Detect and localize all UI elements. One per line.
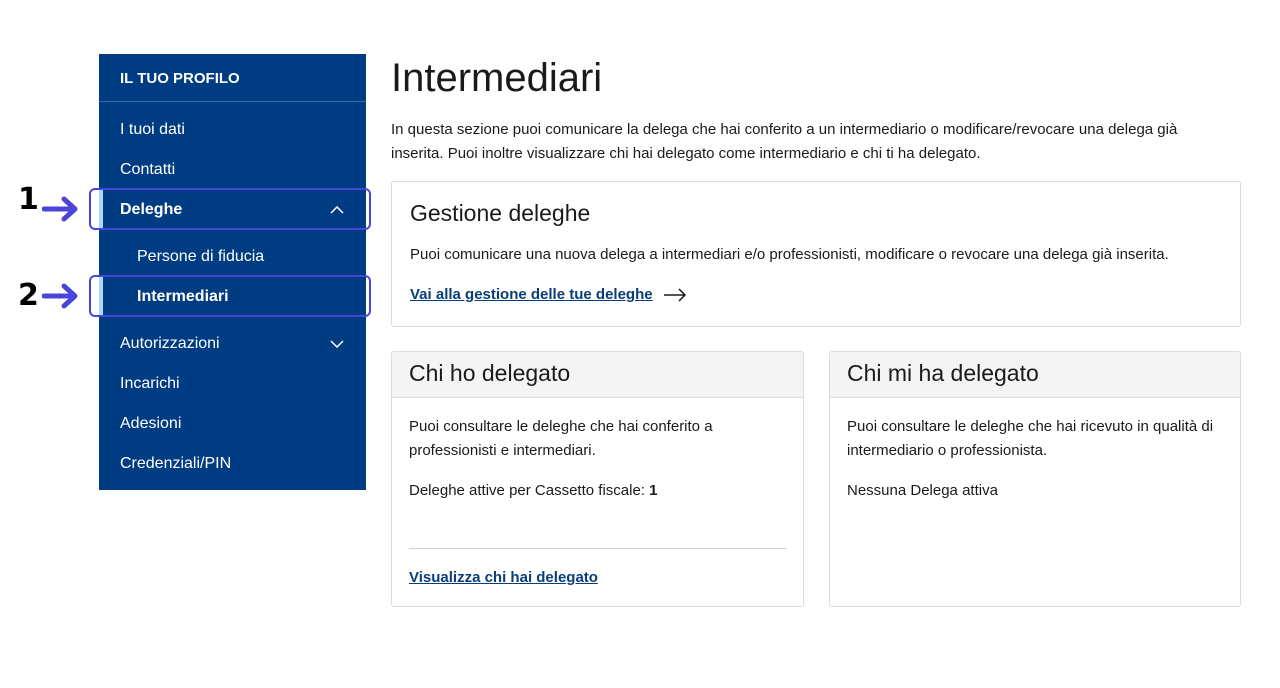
deleghe-count [409, 479, 786, 503]
vai-gestione-link[interactable]: Vai alla gestione delle tue deleghe [410, 286, 653, 303]
card-header [830, 352, 1240, 398]
highlight-box-deleghe [89, 188, 371, 230]
sidebar-item-i-tuoi-dati[interactable] [99, 110, 366, 150]
sidebar-item-label: Incarichi [120, 375, 180, 392]
visualizza-chi-hai-delegato-link[interactable]: Visualizza chi hai delegato [409, 569, 598, 586]
sidebar-item-label: I tuoi dati [120, 121, 185, 138]
sidebar-item-label: Intermediari [137, 288, 229, 305]
card-text: Puoi consultare le deleghe che hai conferito a professionisti e intermediari. [409, 418, 713, 459]
intro-text: In questa sezione puoi comunicare la delega che hai conferito a un intermediario o modificare/revocare una delega già inserita. Puoi inoltre visualizzare chi hai delegato come intermediario e chi ti ha delegato. [391, 121, 1178, 162]
sidebar-item-label: Autorizzazioni [120, 335, 220, 352]
sidebar-header: IL TUO PROFILO [99, 54, 366, 102]
card-body [392, 398, 803, 503]
chi-ho-delegato-card [391, 351, 804, 607]
card-title: Chi ho delegato [409, 360, 571, 386]
arrow-right-icon [663, 288, 687, 302]
sidebar-item-label: Adesioni [120, 415, 182, 432]
arrow-right-icon [42, 283, 80, 309]
highlight-box-intermediari [89, 275, 371, 317]
sidebar-item-credenziali-pin[interactable] [99, 444, 366, 484]
chevron-down-icon [330, 324, 344, 364]
card-title: Gestione deleghe [410, 200, 591, 226]
chi-mi-ha-delegato-card [829, 351, 1241, 607]
card-header [392, 352, 803, 398]
profile-sidebar [99, 54, 366, 490]
sidebar-item-persone-di-fiducia[interactable] [99, 237, 366, 277]
card-text: Puoi consultare le deleghe che hai ricevuto in qualità di intermediario o professionista. [847, 418, 1214, 459]
card-title: Chi mi ha delegato [847, 360, 1039, 386]
card-body [830, 398, 1240, 503]
count-label: Deleghe attive per Cassetto fiscale: [409, 482, 650, 499]
page-title: Intermediari [391, 56, 603, 100]
sidebar-item-label: Deleghe [120, 201, 183, 218]
arrow-right-icon [42, 196, 80, 222]
count-value: 1 [649, 482, 658, 499]
sidebar-item-contatti[interactable] [99, 150, 366, 190]
sidebar-item-label: Credenziali/PIN [120, 455, 232, 472]
card-text: Puoi comunicare una nuova delega a intermediari e/o professionisti, modificare o revocare una delega già inserita. [410, 246, 1169, 263]
sidebar-item-label: Contatti [120, 161, 176, 178]
sidebar-item-autorizzazioni[interactable] [99, 324, 366, 364]
sidebar-item-incarichi[interactable] [99, 364, 366, 404]
annotation-number-2: 2 [18, 278, 39, 313]
annotation-number-1: 1 [18, 182, 39, 217]
status-text: Nessuna Delega attiva [847, 482, 998, 499]
gestione-link-wrap[interactable] [410, 286, 687, 303]
gestione-deleghe-card [391, 181, 1241, 327]
sidebar-item-adesioni[interactable] [99, 404, 366, 444]
divider [409, 548, 786, 549]
sidebar-item-label: Persone di fiducia [137, 248, 265, 265]
